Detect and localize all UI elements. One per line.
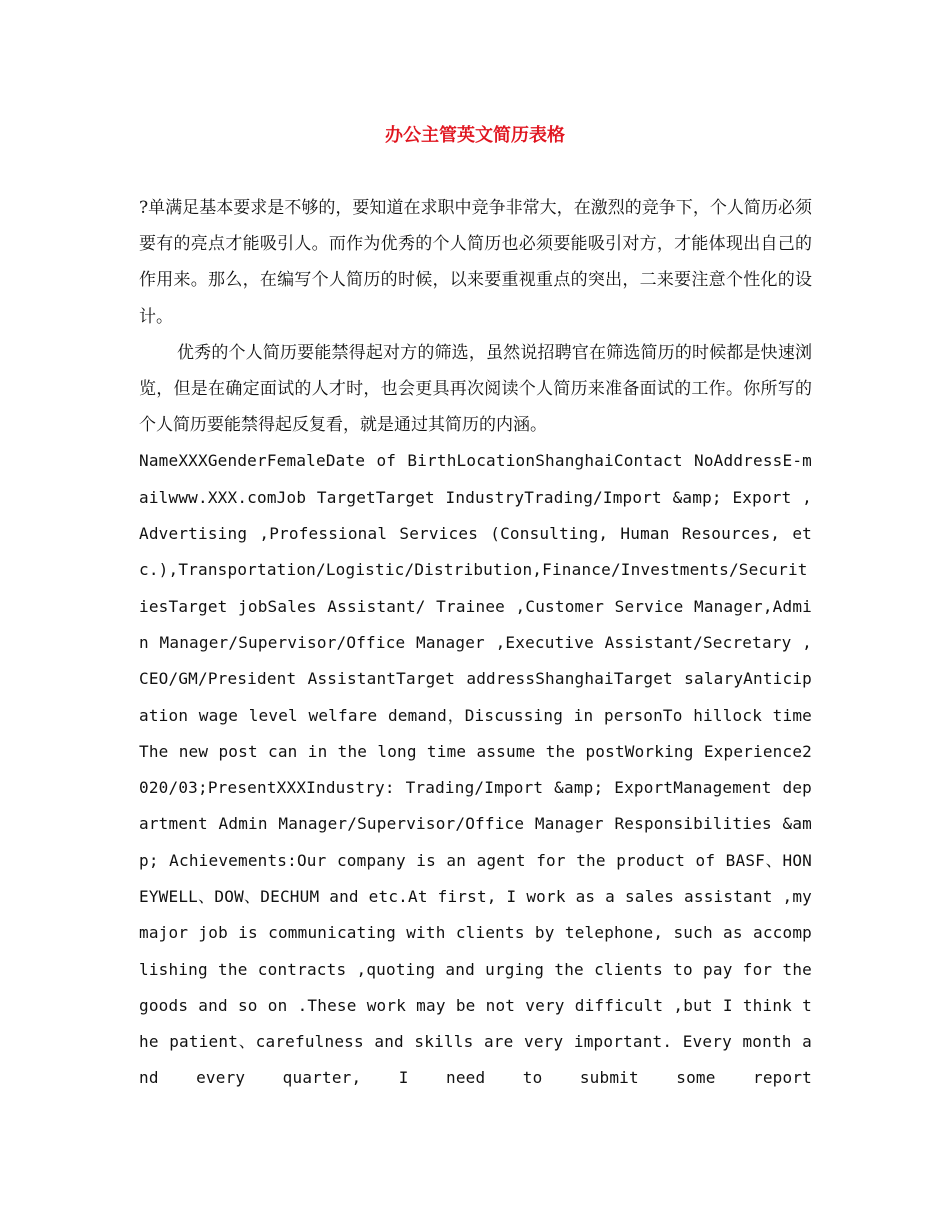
resume-text: NameXXXGenderFemaleDate of BirthLocationShanghaiContact NoAddressE-mailwww.XXX.comJob TargetTarget IndustryTrading/Import &amp; Export ,Advertising ,Professional Services (Consulting, Human Resources, etc.),Transportation/Logistic/Distribution,Finance/Investments/SecuritiesTarget jobSales Assistant/ Trainee ,Customer Service Manager,Admin Manager/Supervisor/Office Manager ,Executive Assistant/Secretary ,CEO/GM/President AssistantTarget addressShanghaiTarget salaryAnticipation wage level welfare demand，Discussing in personTo hillock timeThe new post can in the long time assume the postWorking Experience2020/03;PresentXXXIndustry: Trading/Import &amp; ExportManagement department Admin Manager/Supervisor/Office Manager Responsibilities &amp; Achievements:Our company is an agent for the product of BASF、HONEYWELL、DOW、DECHUM and etc.At first, I work as a sales assistant ,my major job is communicating with clients by telephone, such as accomplishing the contracts ,quoting and urging the clients to pay for the goods and so on .These work may be not very difficult ,but I think the patient、carefulness and skills are very important. Every month and every quarter, I need to submit some report <box>139 451 812 1088</box>
document-title: 办公主管英文简历表格 <box>385 125 565 146</box>
intro-paragraph: ?单满足基本要求是不够的，要知道在求职中竞争非常大，在激烈的竞争下，个人简历必须要有的亮点才能吸引人。而作为优秀的个人简历也必须要能吸引对方，才能体现出自己的作用来。那么，在编写个人简历的时候，以来要重视重点的突出，二来要注意个性化的设计。 <box>139 198 812 327</box>
document-body <box>139 190 812 1097</box>
body-paragraph: 优秀的个人简历要能禁得起对方的筛选，虽然说招聘官在筛选简历的时候都是快速浏览，但是在确定面试的人才时，也会更具再次阅读个人简历来准备面试的工作。你所写的个人简历要能禁得起反复看，就是通过其简历的内涵。 <box>139 342 812 436</box>
